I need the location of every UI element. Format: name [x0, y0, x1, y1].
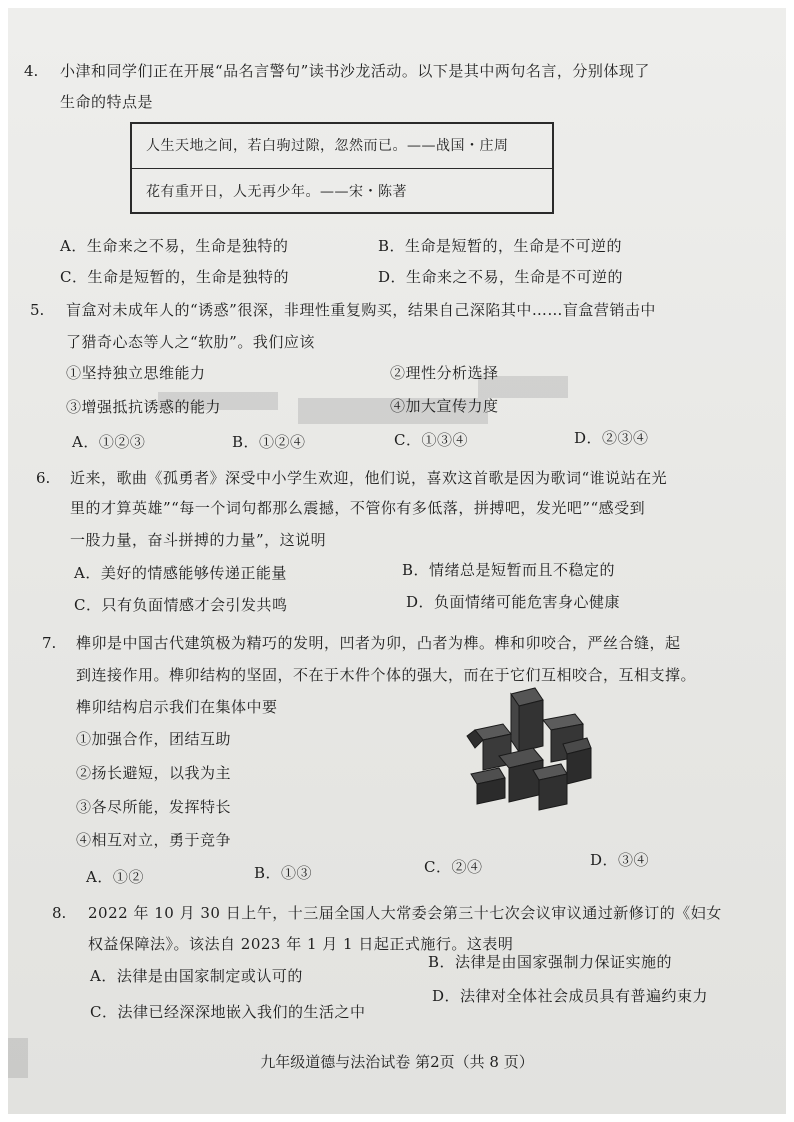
question-6-option-b: B．情绪总是短暂而且不稳定的: [402, 561, 616, 579]
question-6-option-a: A．美好的情感能够传递正能量: [74, 564, 287, 582]
question-8-number: 8.: [52, 904, 67, 922]
question-6-stem-line-2: 里的才算英雄”“每一个词句都那么震撼，不管你有多低落，拼搏吧，发光吧”“感受到: [70, 499, 646, 517]
question-6-option-d: D．负面情绪可能危害身心健康: [406, 593, 621, 611]
tenon-mortise-puzzle-image: [463, 686, 593, 818]
question-4-stem-line-1: 小津和同学们正在开展“品名言警句”读书沙龙活动。以下是其中两句名言，分别体现了: [60, 62, 650, 80]
quote-chenzhu: 花有重开日，人无再少年。——宋・陈著: [146, 184, 407, 200]
question-7-stem-line-3: 榫卯结构启示我们在集体中要: [76, 698, 278, 716]
quote-zhuangzhou: 人生天地之间，若白驹过隙，忽然而已。——战国・庄周: [146, 138, 509, 154]
question-7-stem-line-2: 到连接作用。榫卯结构的坚固，不在于木件个体的强大，而在于它们互相咬合，互相支撑。: [76, 666, 697, 684]
question-5-stem-line-2: 了猎奇心态等人之“软肋”。我们应该: [66, 333, 315, 351]
question-5-option-b: B．①②④: [232, 433, 306, 451]
question-8-stem-line-1: 2022 年 10 月 30 日上午，十三届全国人大常委会第三十七次会议审议通过新修订的《妇女: [88, 904, 722, 922]
question-6-option-c: C．只有负面情感才会引发共鸣: [74, 596, 288, 614]
question-5-item-1: ①坚持独立思维能力: [66, 364, 206, 382]
question-7-item-3: ③各尽所能，发挥特长: [76, 798, 232, 816]
question-5-option-c: C．①③④: [394, 431, 468, 449]
question-4-option-b: B．生命是短暂的，生命是不可逆的: [378, 237, 623, 255]
exam-page: [8, 8, 786, 1114]
question-8-option-d: D．法律对全体社会成员具有普遍约束力: [432, 987, 709, 1005]
question-7-option-d: D．③④: [590, 851, 650, 869]
question-8-option-b: B．法律是由国家强制力保证实施的: [428, 953, 673, 971]
question-7-item-4: ④相互对立，勇于竞争: [76, 831, 232, 849]
question-5-stem-line-1: 盲盒对未成年人的“诱惑”很深，非理性重复购买，结果自己深陷其中……盲盒营销击中: [66, 301, 656, 319]
question-4-stem-line-2: 生命的特点是: [60, 93, 154, 111]
question-7-option-a: A．①②: [86, 868, 144, 886]
question-5-item-3: ③增强抵抗诱惑的能力: [66, 398, 222, 416]
question-8-stem-line-2: 权益保障法》。该法自 2023 年 1 月 1 日起正式施行。这表明: [88, 935, 514, 953]
question-4-option-d: D．生命来之不易，生命是不可逆的: [378, 268, 624, 286]
question-5-option-d: D．②③④: [574, 429, 649, 447]
question-4-option-a: A．生命来之不易，生命是独特的: [60, 237, 289, 255]
question-6-stem-line-1: 近来，歌曲《孤勇者》深受中小学生欢迎，他们说，喜欢这首歌是因为歌词“谁说站在光: [70, 469, 668, 487]
question-5-item-4: ④加大宣传力度: [390, 397, 499, 415]
quote-box: [130, 122, 554, 214]
question-4-number: 4.: [24, 62, 39, 80]
question-5-number: 5.: [30, 301, 45, 319]
question-6-stem-line-3: 一股力量，奋斗拼搏的力量”，这说明: [70, 531, 327, 549]
question-7-number: 7.: [42, 634, 57, 652]
question-7-item-1: ①加强合作，团结互助: [76, 730, 232, 748]
question-5-item-2: ②理性分析选择: [390, 364, 499, 382]
quote-divider: [132, 168, 552, 169]
question-8-option-a: A．法律是由国家制定或认可的: [90, 967, 303, 985]
question-7-stem-line-1: 榫卯是中国古代建筑极为精巧的发明，凹者为卯，凸者为榫。榫和卯咬合，严丝合缝，起: [76, 634, 681, 652]
question-7-item-2: ②扬长避短，以我为主: [76, 764, 232, 782]
question-5-option-a: A．①②③: [72, 433, 146, 451]
question-7-option-c: C．②④: [424, 858, 483, 876]
question-4-option-c: C．生命是短暂的，生命是独特的: [60, 268, 289, 286]
page-footer: 九年级道德与法治试卷 第2页（共 8 页）: [260, 1053, 534, 1071]
question-6-number: 6.: [36, 469, 51, 487]
question-8-option-c: C．法律已经深深地嵌入我们的生活之中: [90, 1003, 366, 1021]
question-7-option-b: B．①③: [254, 864, 313, 882]
